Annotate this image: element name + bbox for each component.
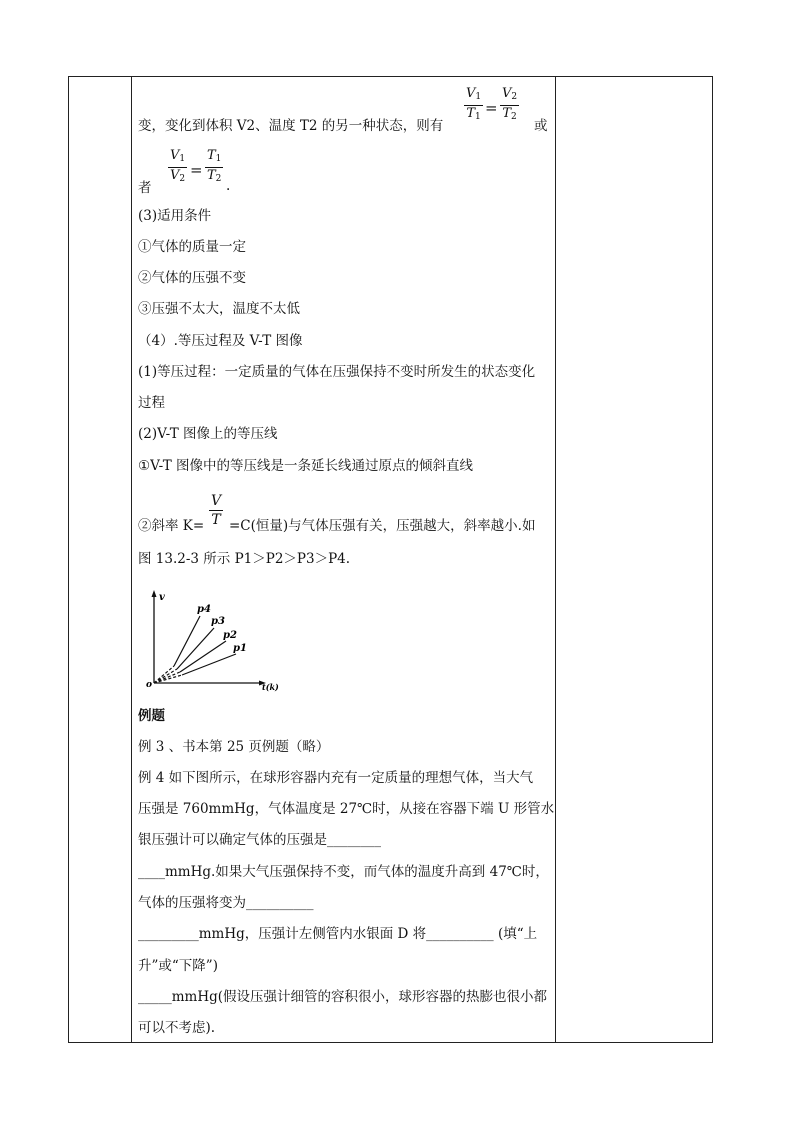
conditions-title: (3)适用条件 <box>138 208 212 224</box>
text-line-state-change <box>138 116 443 136</box>
text-or-tail: 者 <box>138 180 152 196</box>
section-4-title: （4）.等压过程及 V-T 图像 <box>138 333 303 349</box>
example-heading: 例题 <box>138 708 165 724</box>
condition-2: ②气体的压强不变 <box>138 270 246 286</box>
slope-suffix: =C(恒量)与气体压强有关，压强越大，斜率越小.如 <box>229 518 536 534</box>
formula-v1-over-t1: $\frac{V_1}{T_1}$ <box>464 86 483 125</box>
example-4-line-9: 可以不考虑). <box>138 1020 216 1036</box>
vt-isobar-graph <box>144 584 284 692</box>
example-4-line-3: 银压强计可以确定气体的压强是________ <box>138 832 381 848</box>
slope-prefix: ②斜率 K= <box>138 518 205 534</box>
label-p2: p2 <box>223 630 237 641</box>
formula-v1-over-v2: $\frac{V_1}{V_2}$ <box>168 148 187 187</box>
vt-point-1: ①V-T 图像中的等压线是一条延长线通过原点的倾斜直线 <box>138 458 473 474</box>
example-4-line-2: 压强是 760mmHg，气体温度是 27℃时，从接在容器下端 U 形管水 <box>138 801 555 817</box>
definition-line-2: 过程 <box>138 395 165 411</box>
column-divider-right <box>555 77 556 1042</box>
label-p1: p1 <box>233 643 247 654</box>
column-divider-left <box>131 77 132 1042</box>
slope-figure-ref: 图 13.2-3 所示 P1＞P2＞P3＞P4. <box>138 551 351 567</box>
equals-sign-2: = <box>190 161 203 179</box>
text-or: 或 <box>534 118 548 134</box>
example-4-line-7: 升”或“下降”) <box>138 958 218 974</box>
origin-label: o <box>146 680 153 690</box>
example-4-line-6: _________mmHg，压强计左侧管内水银面 D 将__________ (填“上 <box>138 926 538 942</box>
example-4-line-5: 气体的压强将变为__________ <box>138 895 314 911</box>
formula-v-over-t: $\frac{V}{T}$ <box>211 493 222 528</box>
condition-3: ③压强不太大，温度不太低 <box>138 301 300 317</box>
period: . <box>226 178 231 194</box>
y-axis-label: v <box>159 592 165 603</box>
condition-1: ①气体的质量一定 <box>138 239 246 255</box>
formula-t1-over-t2: $\frac{T_1}{T_2}$ <box>205 148 223 187</box>
example-4-line-8: _____mmHg(假设压强计细管的容积很小，球形容器的热膨也很小都 <box>138 989 548 1005</box>
label-p4: p4 <box>197 604 211 615</box>
x-axis-label: t(k) <box>262 682 279 692</box>
example-4-line-4: ____mmHg.如果大气压强保持不变，而气体的温度升高到 47℃时， <box>138 864 549 880</box>
equals-sign: = <box>485 99 498 117</box>
y-axis-arrow <box>152 590 157 597</box>
definition-line-1: (1)等压过程：一定质量的气体在压强保持不变时所发生的状态变化 <box>138 364 536 380</box>
vt-title: (2)V-T 图像上的等压线 <box>138 426 278 442</box>
label-p3: p3 <box>211 616 225 627</box>
example-3: 例 3 、书本第 25 页例题（略） <box>138 739 330 755</box>
formula-v2-over-t2: $\frac{V_2}{T_2}$ <box>500 86 519 125</box>
text-state-change: 变，变化到体积 V2、温度 T2 的另一种状态，则有 <box>138 118 444 134</box>
example-4-line-1: 例 4 如下图所示，在球形容器内充有一定质量的理想气体，当大气 <box>138 770 534 786</box>
